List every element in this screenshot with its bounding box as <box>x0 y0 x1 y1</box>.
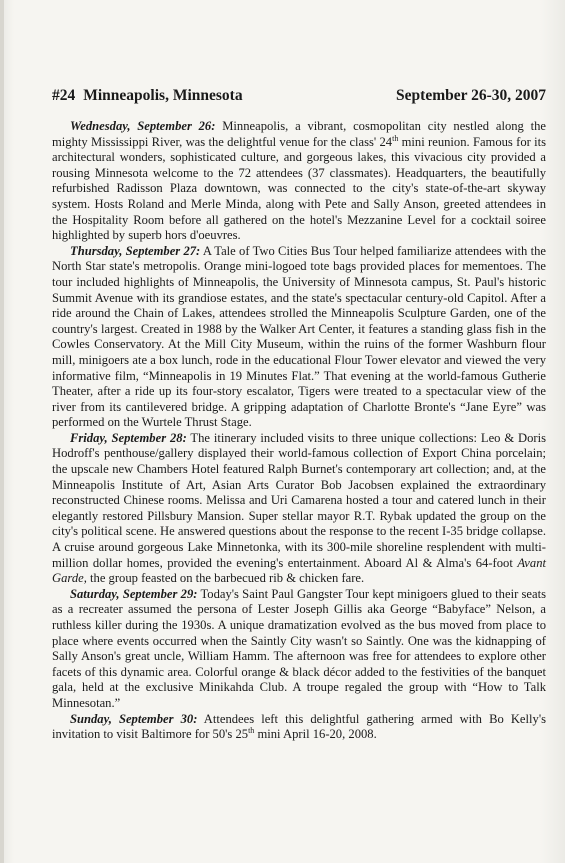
paragraph-text: Today's Saint Paul Gangster Tour kept minigoers glued to their seats as a recreater assumed the persona of Lester Joseph Gillis aka George “Babyface” Nelson, a ruthless killer during the 1930s. A unique dramatization evolved as the bus moved from place to place where events occurred when the Saintly City wasn't so Saintly. One was the kidnapping of Sally Anson's great uncle, William Hamm. The afternoon was free for attendees to explore other facets of this dynamic area. Colorful orange & black décor added to the festivities of the banquet gala, held at the exclusive Minikahda Club. A troupe regaled the group with “How to Talk Minnesotan.” <box>52 586 546 710</box>
boat-name: Avant Garde, <box>52 555 546 586</box>
page-edge <box>0 0 4 863</box>
article-body <box>52 119 546 743</box>
day-heading: Sunday, September 30: <box>70 711 198 726</box>
day-heading: Thursday, September 27: <box>70 243 201 258</box>
day-heading: Saturday, September 29: <box>70 586 198 601</box>
paragraph-text: mini reunion. Famous for its architectural wonders, sophisticated culture, and gorgeous lakes, this vivacious city provided a rousing Minnesota welcome to the 72 attendees (37 classmates). Headquarters, the beautifully refurbished Radisson Plaza downtown, was connected to the city's state-of-the-art skyway system. Hosts Roland and Merle Minda, along with Pete and Sally Anson, greeted attendees in the Hospitality Room before all gathered on the hotel's Mezzanine Level for a cocktail soiree highlighted by superb hors d'oeuvres. <box>52 134 547 243</box>
paragraph-saturday <box>52 587 546 712</box>
day-heading: Friday, September 28: <box>70 430 187 445</box>
reunion-heading <box>52 87 251 105</box>
paragraph-thursday <box>52 244 546 431</box>
reunion-number: #24 <box>52 87 76 104</box>
reunion-city: Minneapolis, Minnesota <box>83 87 243 104</box>
day-heading: Wednesday, September 26: <box>70 119 216 133</box>
paragraph-sunday <box>52 712 546 743</box>
ordinal-suffix: th <box>392 133 399 143</box>
paragraph-text: mini April 16-20, 2008. <box>254 727 377 742</box>
paragraph-text: A Tale of Two Cities Bus Tour helped familiarize attendees with the North Star state's metropolis. Orange mini-logoed tote bags provided places for mementoes. The tour included highlights of Minneapolis, the University of Minnesota campus, St. Paul's historic Summit Avenue with its grandiose estates, and the state's spectacular century-old Capitol. After a ride around the Chain of Lakes, attendees strolled the Minneapolis Sculpture Garden, one of the country's largest. Created in 1988 by the Walker Art Center, it features a standing glass fish in the Cowles Conservatory. At the Mill City Museum, within the ruins of the former Washburn flour mill, minigoers ate a box lunch, rode in the educational Flour Tower elevator and viewed the very informative film, “Minneapolis in 19 Minutes Flat.” That evening at the world-famous Gutherie Theater, after a ride up its four-story escalator, Tigers were treated to a spectacular view of the river from its cantilevered bridge. A gripping adaptation of Charlotte Bronte's “Jane Eyre” was performed on the Wurtele Thrust Stage. <box>52 243 547 430</box>
paragraph-wednesday <box>52 119 546 244</box>
paragraph-friday <box>52 431 546 587</box>
reunion-dates: September 26-30, 2007 <box>396 87 546 104</box>
paragraph-text: the group feasted on the barbecued rib & chicken fare. <box>86 571 365 586</box>
paragraph-text: The itinerary included visits to three unique collections: Leo & Doris Hodroff's penthouse/gallery displayed their world-famous collection of Export China porcelain; the upscale new Chambers Hotel featured Ralph Burnet's contemporary art collection; and, at the Minneapolis Institute of Art, Asian Arts Curator Bob Jacobsen explained the extraordinary reconstructed Chinese rooms. Melissa and Uri Camarena hosted a tour and catered lunch in their elegantly restored Pillsbury Mansion. Super stellar mayor R.T. Rybak updated the group on the city's political scene. He answered questions about the response to the recent I-35 bridge collapse. A cruise around gorgeous Lake Minnetonka, with its 300-mile shoreline resplendent with multi-million dollar homes, provided the evening's entertainment. Aboard Al & Alma's 64-foot <box>52 430 546 570</box>
page-header <box>52 87 546 105</box>
paragraph-text: Minneapolis, a vibrant, cosmopolitan city nestled along the mighty Mississippi River, was the delightful venue for the class' 24 <box>52 119 546 149</box>
ordinal-suffix: th <box>248 725 255 735</box>
paragraph-text: Attendees left this delightful gathering armed with Bo Kelly's invitation to visit Baltimore for 50's 25 <box>52 711 546 742</box>
